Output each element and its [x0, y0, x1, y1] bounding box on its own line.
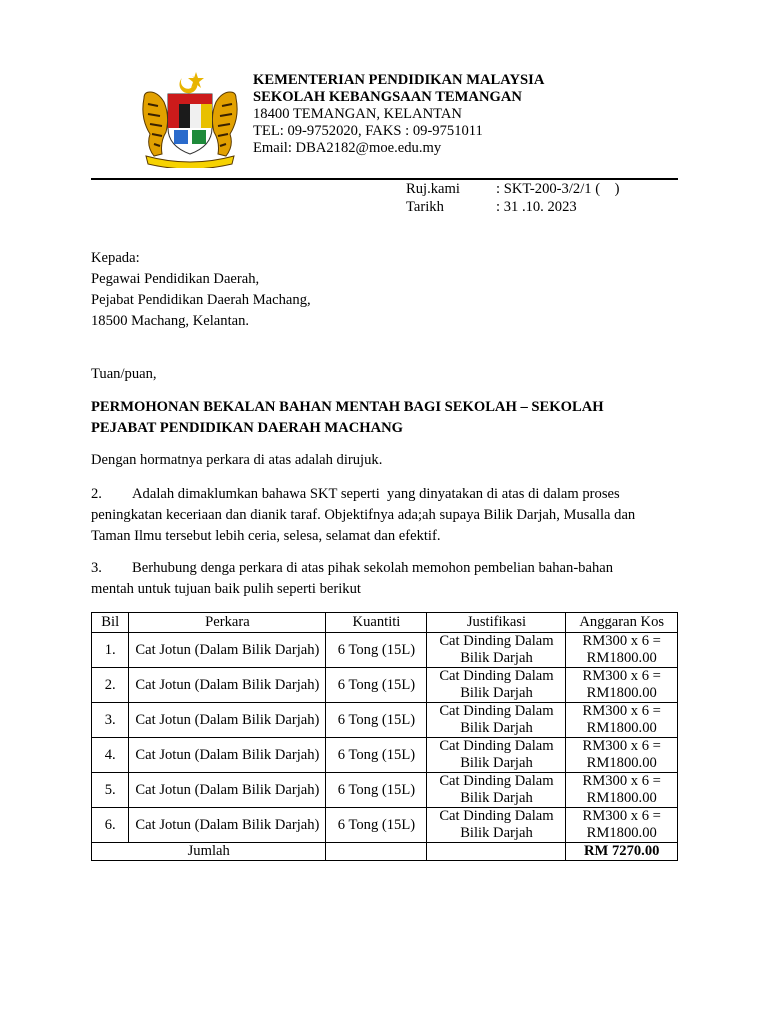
justifikasi-line: Cat Dinding Dalam: [439, 703, 554, 719]
cell-bil: 6.: [92, 808, 129, 843]
cell-bil: 4.: [92, 738, 129, 773]
cell-bil: 3.: [92, 703, 129, 738]
kos-line: RM1800.00: [586, 720, 657, 736]
school-name: SEKOLAH KEBANGSAAN TEMANGAN: [253, 89, 522, 105]
cell-justifikasi: [427, 738, 566, 773]
school-address: 18400 TEMANGAN, KELANTAN: [253, 106, 462, 122]
recipient-heading: Kepada:: [91, 250, 140, 266]
justifikasi-line: Bilik Darjah: [460, 685, 533, 701]
kos-line: RM300 x 6 =: [582, 738, 661, 754]
table-row: [92, 773, 678, 808]
justifikasi-line: Cat Dinding Dalam: [439, 808, 554, 824]
justifikasi-line: Bilik Darjah: [460, 790, 533, 806]
subject-line: PERMOHONAN BEKALAN BAHAN MENTAH BAGI SEKOLAH – SEKOLAH: [91, 399, 604, 415]
justifikasi-line: Bilik Darjah: [460, 650, 533, 666]
paragraph-text: mentah untuk tujuan baik pulih seperti berikut: [91, 581, 361, 597]
justifikasi-line: Bilik Darjah: [460, 755, 533, 771]
cell-kuantiti: 6 Tong (15L): [326, 808, 427, 843]
cell-kos: [566, 633, 678, 668]
paragraph-2: [91, 484, 681, 547]
kos-line: RM300 x 6 =: [582, 633, 661, 649]
table-header-row: [92, 613, 678, 633]
date-value: : 31 .10. 2023: [496, 199, 577, 215]
cell-justifikasi: [427, 773, 566, 808]
kos-line: RM300 x 6 =: [582, 808, 661, 824]
header-kuantiti: Kuantiti: [326, 613, 427, 633]
header-perkara: Perkara: [129, 613, 326, 633]
cell-perkara: Cat Jotun (Dalam Bilik Darjah): [129, 633, 326, 668]
intro-paragraph: Dengan hormatnya perkara di atas adalah dirujuk.: [91, 452, 383, 468]
table-row: [92, 668, 678, 703]
justifikasi-line: Bilik Darjah: [460, 720, 533, 736]
kos-line: RM1800.00: [586, 825, 657, 841]
recipient-line: Pejabat Pendidikan Daerah Machang,: [91, 292, 311, 308]
recipient-line: 18500 Machang, Kelantan.: [91, 313, 250, 329]
cell-perkara: Cat Jotun (Dalam Bilik Darjah): [129, 668, 326, 703]
kos-line: RM300 x 6 =: [582, 703, 661, 719]
date-label: Tarikh: [406, 199, 444, 215]
date-row: [406, 198, 620, 216]
cell-perkara: Cat Jotun (Dalam Bilik Darjah): [129, 703, 326, 738]
cell-kuantiti: 6 Tong (15L): [326, 738, 427, 773]
recipient-address: [91, 248, 681, 332]
cell-perkara: Cat Jotun (Dalam Bilik Darjah): [129, 773, 326, 808]
cell-kuantiti: 6 Tong (15L): [326, 773, 427, 808]
justifikasi-line: Bilik Darjah: [460, 825, 533, 841]
cell-kuantiti: 6 Tong (15L): [326, 633, 427, 668]
header-bil: Bil: [92, 613, 129, 633]
table-row: [92, 808, 678, 843]
ref-label: Ruj.kami: [406, 181, 460, 197]
ref-value: : SKT-200-3/2/1 ( ): [496, 181, 620, 197]
cell-kos: [566, 703, 678, 738]
recipient-line: Pegawai Pendidikan Daerah,: [91, 271, 260, 287]
school-phone: TEL: 09-9752020, FAKS : 09-9751011: [253, 123, 483, 139]
ministry-name: KEMENTERIAN PENDIDIKAN MALAYSIA: [253, 72, 545, 88]
items-table: [91, 612, 678, 861]
cell-kos: [566, 773, 678, 808]
kos-line: RM1800.00: [586, 650, 657, 666]
cell-kos: [566, 668, 678, 703]
justifikasi-line: Cat Dinding Dalam: [439, 668, 554, 684]
paragraph-number: 3.: [91, 560, 102, 576]
cell-justifikasi: [427, 808, 566, 843]
cell-kos: [566, 738, 678, 773]
cell-justifikasi: [427, 633, 566, 668]
justifikasi-line: Cat Dinding Dalam: [439, 773, 554, 789]
total-empty-cell: [427, 843, 566, 861]
cell-kuantiti: 6 Tong (15L): [326, 703, 427, 738]
table-row: [92, 738, 678, 773]
header-anggaran-kos: Anggaran Kos: [566, 613, 678, 633]
kos-line: RM1800.00: [586, 685, 657, 701]
paragraph-text: peningkatan keceriaan dan dianik taraf. Objektifnya ada;ah supaya Bilik Darjah, Musalla dan: [91, 507, 636, 523]
school-email: Email: DBA2182@moe.edu.my: [253, 140, 442, 156]
table-row: [92, 703, 678, 738]
paragraph-text: Taman Ilmu tersebut lebih ceria, selesa, selamat dan efektif.: [91, 528, 441, 544]
paragraph-text: Adalah dimaklumkan bahawa SKT seperti yang dinyatakan di atas di dalam proses: [132, 486, 620, 502]
table-total-row: [92, 843, 678, 861]
letterhead: [253, 72, 544, 157]
cell-perkara: Cat Jotun (Dalam Bilik Darjah): [129, 808, 326, 843]
letter-subject: [91, 397, 681, 439]
total-empty-cell: [326, 843, 427, 861]
salutation: Tuan/puan,: [91, 366, 157, 382]
justifikasi-line: Cat Dinding Dalam: [439, 738, 554, 754]
cell-bil: 2.: [92, 668, 129, 703]
kos-line: RM300 x 6 =: [582, 668, 661, 684]
cell-justifikasi: [427, 703, 566, 738]
kos-line: RM300 x 6 =: [582, 773, 661, 789]
cell-bil: 5.: [92, 773, 129, 808]
kos-line: RM1800.00: [586, 790, 657, 806]
total-value: RM 7270.00: [566, 843, 678, 861]
cell-perkara: Cat Jotun (Dalam Bilik Darjah): [129, 738, 326, 773]
ref-number-row: [406, 180, 620, 198]
paragraph-3: [91, 558, 681, 600]
total-label: Jumlah: [92, 843, 326, 861]
cell-kos: [566, 808, 678, 843]
justifikasi-line: Cat Dinding Dalam: [439, 633, 554, 649]
kos-line: RM1800.00: [586, 755, 657, 771]
subject-line: PEJABAT PENDIDIKAN DAERAH MACHANG: [91, 420, 404, 436]
cell-bil: 1.: [92, 633, 129, 668]
paragraph-number: 2.: [91, 486, 102, 502]
coat-of-arms-icon: [136, 68, 244, 168]
table-row: [92, 633, 678, 668]
header-justifikasi: Justifikasi: [427, 613, 566, 633]
reference-block: [406, 180, 620, 216]
cell-kuantiti: 6 Tong (15L): [326, 668, 427, 703]
cell-justifikasi: [427, 668, 566, 703]
paragraph-text: Berhubung denga perkara di atas pihak sekolah memohon pembelian bahan-bahan: [132, 560, 614, 576]
